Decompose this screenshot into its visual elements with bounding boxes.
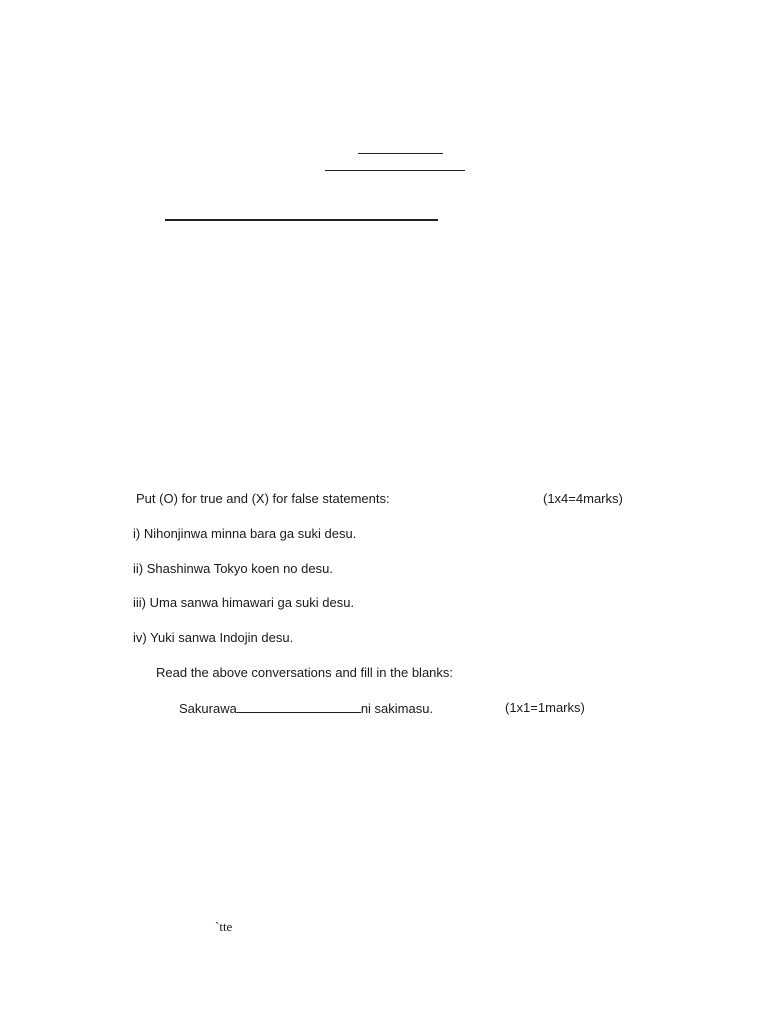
stray-text: `tte	[215, 919, 233, 934]
statement-2: ii) Shashinwa Tokyo koen no desu.	[133, 561, 333, 576]
statement-4: iv) Yuki sanwa Indojin desu.	[133, 630, 294, 645]
title-underline-medium	[325, 170, 465, 171]
statement-1: i) Nihonjinwa minna bara ga suki desu.	[133, 526, 357, 541]
fill-blank-sentence	[179, 700, 433, 717]
heading-underline-long	[165, 219, 438, 221]
fill-blank-marks: (1x1=1marks)	[505, 700, 585, 715]
answer-blank[interactable]	[237, 700, 361, 713]
statement-3: iii) Uma sanwa himawari ga suki desu.	[133, 595, 355, 610]
fill-blanks-instruction: Read the above conversations and fill in the blanks:	[156, 665, 454, 680]
sentence-end: ni sakimasu.	[360, 701, 434, 716]
title-underline-short	[358, 153, 443, 154]
true-false-instruction: Put (O) for true and (X) for false statements:	[136, 491, 390, 506]
true-false-marks: (1x4=4marks)	[543, 491, 623, 506]
sentence-start: Sakurawa	[179, 701, 237, 716]
